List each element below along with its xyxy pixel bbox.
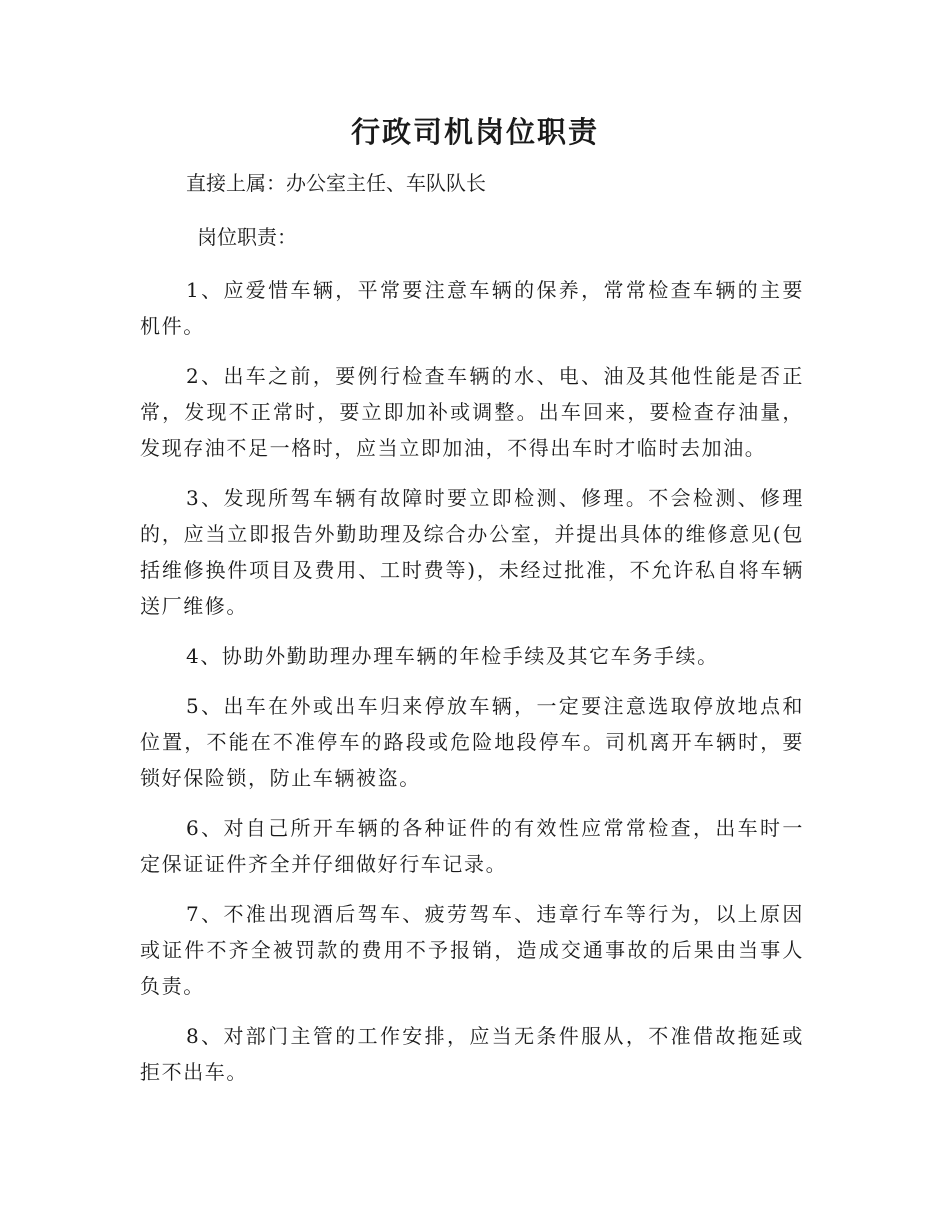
duty-item-8: 8、对部门主管的工作安排，应当无条件服从，不准借故拖延或拒不出车。 (140, 1024, 804, 1084)
duty-item-3: 3、发现所驾车辆有故障时要立即检测、修理。不会检测、修理的，应当立即报告外勤助理及综合办公室，并提出具体的维修意见(包括维修换件项目及费用、工时费等)，未经过批准，不允许私自将车辆送厂维修。 (140, 486, 804, 618)
duty-item-4: 4、协助外勤助理办理车辆的年检手续及其它车务手续。 (186, 644, 719, 668)
document-title: 行政司机岗位职责 (350, 115, 599, 149)
direct-superior: 直接上属：办公室主任、车队队长 (186, 171, 486, 195)
duties-heading: 岗位职责： (197, 225, 297, 249)
duties-list (140, 272, 804, 1104)
duty-item-6: 6、对自己所开车辆的各种证件的有效性应常常检查，出车时一定保证证件齐全并仔细做好行车记录。 (140, 816, 804, 876)
duty-item-2: 2、出车之前，要例行检查车辆的水、电、油及其他性能是否正常，发现不正常时，要立即加补或调整。出车回来，要检查存油量，发现存油不足一格时，应当立即加油，不得出车时才临时去加油。 (140, 364, 804, 460)
duty-item-5: 5、出车在外或出车归来停放车辆，一定要注意选取停放地点和位置，不能在不准停车的路段或危险地段停车。司机离开车辆时，要锁好保险锁，防止车辆被盗。 (140, 694, 804, 790)
duty-item-1: 1、应爱惜车辆，平常要注意车辆的保养，常常检查车辆的主要机件。 (140, 278, 804, 338)
duty-item-7: 7、不准出现酒后驾车、疲劳驾车、违章行车等行为，以上原因或证件不齐全被罚款的费用不予报销，造成交通事故的后果由当事人负责。 (140, 902, 804, 998)
